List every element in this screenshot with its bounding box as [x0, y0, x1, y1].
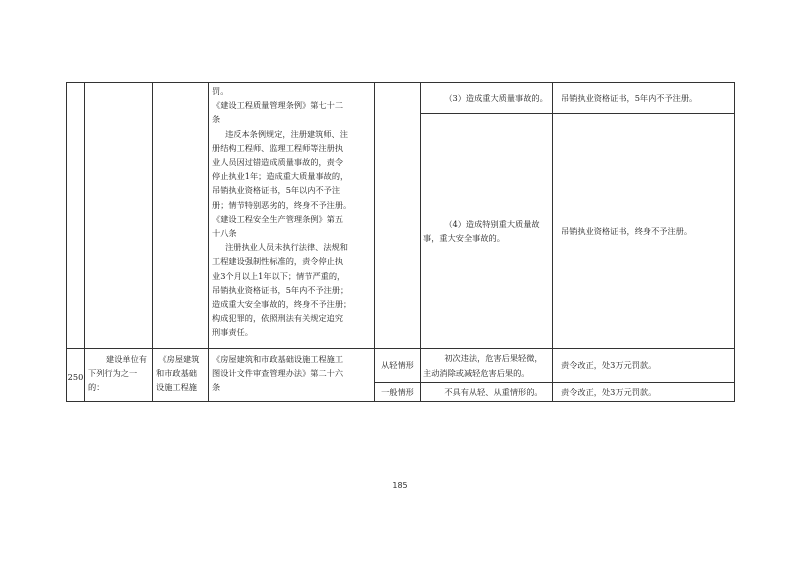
penalty-text: 吊销执业资格证书，终身不予注册。 [561, 225, 693, 236]
legal-basis-line: 构成犯罪的，依照刑法有关规定追究 [212, 313, 344, 324]
page-number: 185 [392, 481, 408, 490]
subject-cell [85, 349, 153, 402]
subject-text: 建设单位有 [106, 354, 147, 364]
item-number: 250 [67, 371, 84, 382]
legal-basis-line: 注册执业人员未执行法律、法规和 [225, 242, 348, 253]
violation-text: 和市政基础 [156, 368, 197, 379]
level-cell [375, 383, 421, 402]
legal-basis-line: 违反本条例规定，注册建筑师、注 [225, 128, 348, 139]
condition-cell [421, 83, 553, 114]
legal-basis-line: 刑事责任。 [212, 327, 253, 338]
legal-basis-line: 十八条 [212, 228, 237, 239]
legal-basis-line: 《建设工程安全生产管理条例》第五 [212, 213, 344, 224]
level-text: 从轻情形 [381, 360, 414, 371]
legal-basis-line: 册；情节特别恶劣的，终身不予注册。 [212, 199, 352, 210]
level-cell [375, 349, 421, 383]
subject-text: 下列行为之一 [88, 368, 138, 379]
legal-basis-line: 册结构工程师、监理工程师等注册执 [212, 142, 344, 153]
violation-cell-continued [153, 83, 209, 349]
legal-basis-line: 停止执业1年；造成重大质量事故的， [212, 171, 349, 182]
penalty-cell [553, 383, 735, 402]
legal-basis-line: 罚。 [212, 86, 229, 96]
condition-text: （4）造成特别重大质量故 [444, 218, 540, 229]
condition-cell [421, 114, 553, 349]
condition-text: 主动消除或减轻危害后果的。 [423, 367, 530, 378]
number-cell-continued [67, 83, 85, 349]
penalty-cell [553, 349, 735, 383]
penalty-text: 责令改正，处3万元罚款。 [561, 386, 657, 397]
condition-text: 初次违法，危害后果轻微， [444, 353, 543, 364]
penalty-text: 吊销执业资格证书，5年内不予注册。 [561, 92, 698, 103]
legal-basis-line: 条 [212, 114, 221, 125]
legal-basis-line: 工程建设强制性标准的，责令停止执 [212, 256, 344, 267]
penalty-text: 责令改正，处3万元罚款。 [561, 360, 657, 371]
legal-basis-cell [209, 349, 375, 402]
level-cell-continued [375, 83, 421, 349]
legal-basis-line: 吊销执业资格证书，5年以内不予注 [212, 185, 341, 196]
legal-basis-line: 吊销执业资格证书，5年内不予注册； [212, 284, 349, 295]
penalty-cell [553, 83, 735, 114]
subject-cell-continued [85, 83, 153, 349]
condition-text: 事，重大安全事故的。 [423, 233, 505, 243]
violation-text: 《房屋建筑 [158, 354, 200, 364]
item-number-cell [67, 349, 85, 402]
legal-basis-line: 业3个月以上1年以下；情节严重的， [212, 270, 346, 281]
legal-basis-line: 图设计文件审查管理办法》第二十六 [212, 368, 344, 379]
legal-basis-line: 《建设工程质量管理条例》第七十二 [212, 100, 344, 111]
legal-basis-line: 造成重大安全事故的，终身不予注册； [212, 299, 352, 310]
legal-basis-line: 条 [212, 382, 221, 393]
violation-cell [153, 349, 209, 402]
condition-cell [421, 349, 553, 383]
penalty-cell [553, 114, 735, 349]
legal-basis-line: 业人员因过错造成质量事故的，责令 [212, 157, 344, 168]
table-row [67, 349, 735, 383]
condition-text: 不具有从轻、从重情形的。 [444, 386, 543, 397]
level-text: 一般情形 [381, 386, 414, 397]
subject-text: 的： [88, 382, 105, 393]
condition-text: （3）造成重大质量事故的。 [444, 92, 548, 103]
legal-basis-line: 《房屋建筑和市政基础设施工程施工 [212, 354, 344, 364]
penalty-standards-table [66, 82, 735, 402]
legal-basis-cell [209, 83, 375, 349]
condition-cell [421, 383, 553, 402]
table-row [67, 83, 735, 114]
violation-text: 设施工程施 [156, 382, 197, 393]
